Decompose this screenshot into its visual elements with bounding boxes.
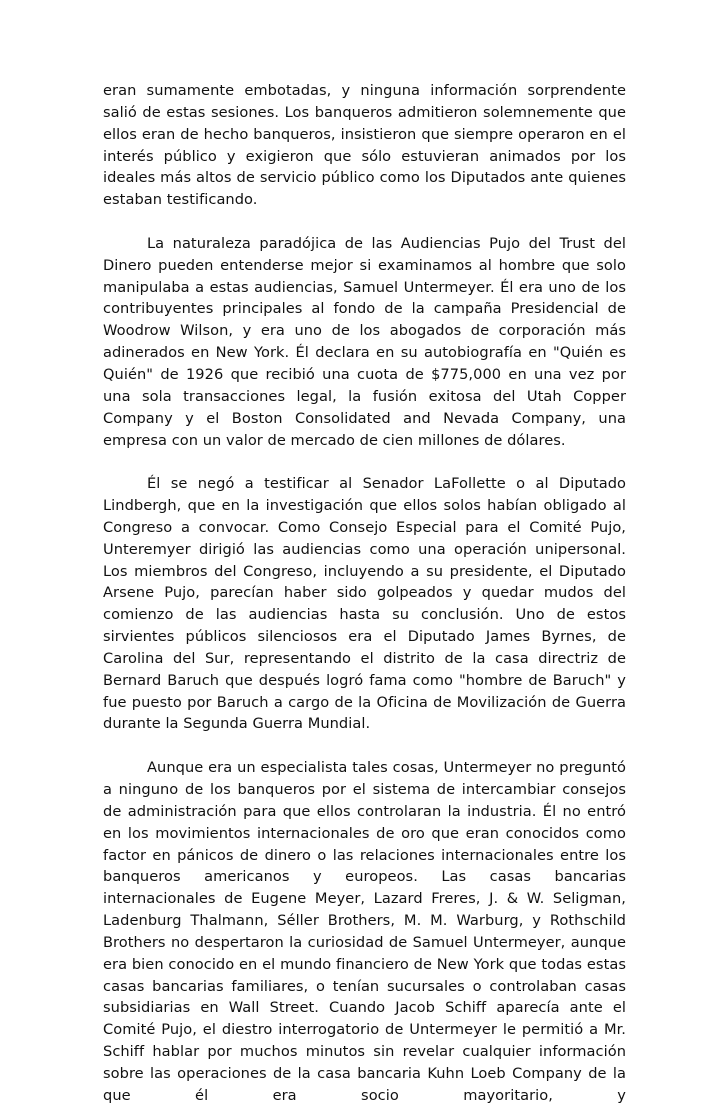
document-page xyxy=(103,80,626,1107)
paragraph-1: eran sumamente embotadas, y ninguna información sorprendente salió de estas sesiones. Los banqueros admitieron solemnemente que ellos eran de hecho banqueros, insistieron que siempre operaron en el interés público y exigieron que sólo estuvieran animados por los ideales más altos de servicio público como los Diputados ante quienes estaban testificando. xyxy=(103,82,626,209)
paragraph-4: Aunque era un especialista tales cosas, Untermeyer no preguntó a ninguno de los banqueros por el sistema de intercambiar consejos de administración para que ellos controlaran la industria. Él no entró en los movimientos internacionales de oro que eran conocidos como factor en pánicos de dinero o las relaciones internacionales entre los banqueros americanos y europeos. Las casas bancarias internacionales de Eugene Meyer, Lazard Freres, J. & W. Seligman, Ladenburg Thalmann, Séller Brothers, M. M. Warburg, y Rothschild Brothers no despertaron la curiosidad de Samuel Untermeyer, aunque era bien conocido en el mundo financiero de New York que todas estas casas bancarias familiares, o tenían sucursales o controlaban casas subsidiarias en Wall Street. Cuando Jacob Schiff aparecía ante el Comité Pujo, el diestro interrogatorio de Untermeyer le permitió a Mr. Schiff hablar por muchos minutos sin revelar cualquier información sobre las operaciones de la casa bancaria Kuhn Loeb Company de la que él era socio mayoritario, y xyxy=(103,759,626,1104)
paragraph-2: La naturaleza paradójica de las Audiencias Pujo del Trust del Dinero pueden entenderse mejor si examinamos al hombre que solo manipulaba a estas audiencias, Samuel Untermeyer. Él era uno de los contribuyentes principales al fondo de la campaña Presidencial de Woodrow Wilson, y era uno de los abogados de corporación más adinerados en New York. Él declara en su autobiografía en "Quién es Quién" de 1926 que recibió una cuota de $775,000 en una vez por una sola transacciones legal, la fusión exitosa del Utah Copper Company y el Boston Consolidated and Nevada Company, una empresa con un valor de mercado de cien millones de dólares. xyxy=(103,234,626,449)
paragraph-3: Él se negó a testificar al Senador LaFollette o al Diputado Lindbergh, que en la investigación que ellos solos habían obligado al Congreso a convocar. Como Consejo Especial para el Comité Pujo, Unteremyer dirigió las audiencias como una operación unipersonal. Los miembros del Congreso, incluyendo a su presidente, el Diputado Arsene Pujo, parecían haber sido golpeados y quedar mudos del comienzo de las audiencias hasta su conclusión. Uno de estos sirvientes públicos silenciosos era el Diputado James Byrnes, de Carolina del Sur, representando el distrito de la casa directriz de Bernard Baruch que después logró fama como "hombre de Baruch" y fue puesto por Baruch a cargo de la Oficina de Movilización de Guerra durante la Segunda Guerra Mundial. xyxy=(103,475,626,733)
